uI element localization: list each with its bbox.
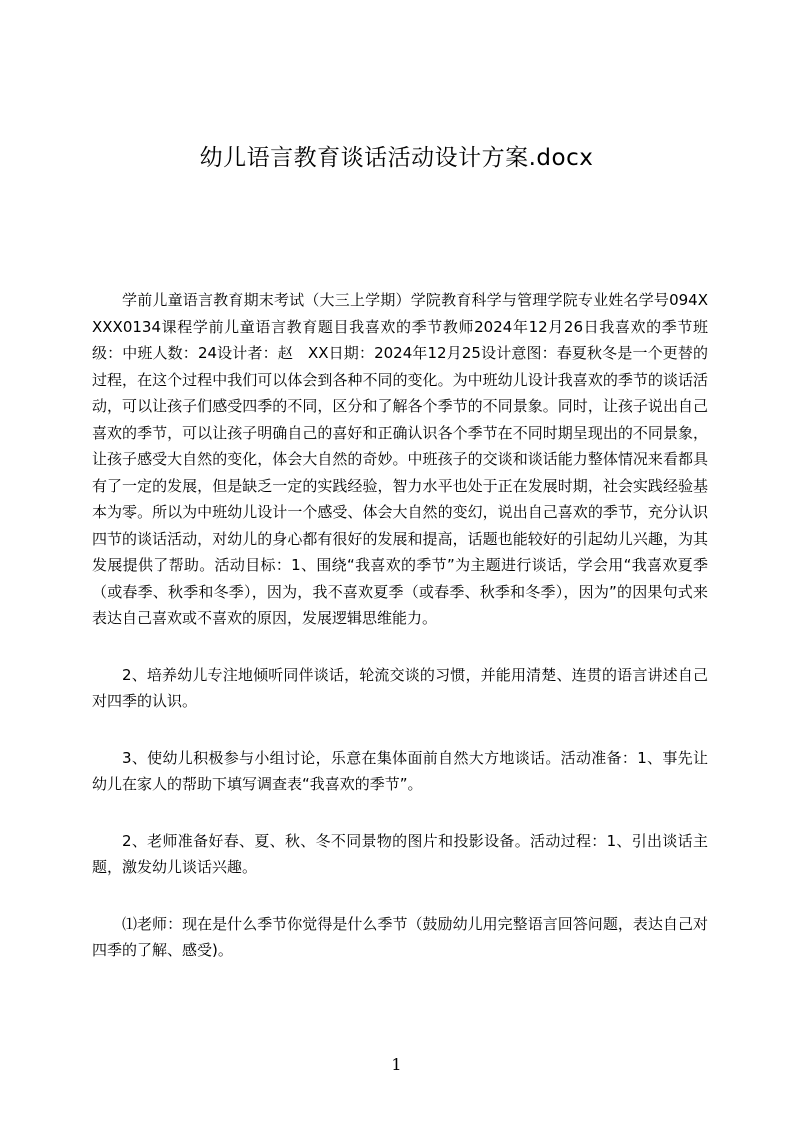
paragraph-preparation-2: 2、老师准备好春、夏、秋、冬不同景物的图片和投影设备。活动过程：1、引出谈话主题，激发幼儿谈话兴趣。 xyxy=(92,831,708,876)
document-body xyxy=(92,287,708,994)
paragraph-process-1: ⑴老师：现在是什么季节你觉得是什么季节（鼓励幼儿用完整语言回答问题，表达自己对四季的了解、感受)。 xyxy=(92,914,708,959)
page-number: 1 xyxy=(391,1055,402,1074)
paragraph-goal-3: 3、使幼儿积极参与小组讨论，乐意在集体面前自然大方地谈话。活动准备：1、事先让幼儿在家人的帮助下填写调查表“我喜欢的季节”。 xyxy=(92,748,708,793)
document-title: 幼儿语言教育谈话活动设计方案.docx xyxy=(199,145,594,171)
paragraph-goal-2: 2、培养幼儿专注地倾听同伴谈话，轮流交谈的习惯，并能用清楚、连贯的语言讲述自己对四季的认识。 xyxy=(92,665,708,710)
paragraph-intro: 学前儿童语言教育期末考试（大三上学期）学院教育科学与管理学院专业姓名学号094XXXX0134课程学前儿童语言教育题目我喜欢的季节教师2024年12月26日我喜欢的季节班级：中班人数：24设计者：赵 XX日期：2024年12月25设计意图：春夏秋冬是一个更替的过程，在这个过程中我们可以体会到各种不同的变化。为中班幼儿设计我喜欢的季节的谈话活动，可以让孩子们感受四季的不同，区分和了解各个季节的不同景象。同时，让孩子说出自己喜欢的季节，可以让孩子明确自己的喜好和正确认识各个季节在不同时期呈现出的不同景象，让孩子感受大自然的变化，体会大自然的奇妙。中班孩子的交谈和谈话能力整体情况来看都具有了一定的发展，但是缺乏一定的实践经验，智力水平也处于正在发展时期，社会实践经验基本为零。所以为中班幼儿设计一个感受、体会大自然的变幻，说出自己喜欢的季节，充分认识四节的谈话活动，对幼儿的身心都有很好的发展和提高，话题也能较好的引起幼儿兴趣，为其发展提供了帮助。活动目标：1、围绕“我喜欢的季节”为主题进行谈话，学会用“我喜欢夏季（或春季、秋季和冬季），因为，我不喜欢夏季（或春季、秋季和冬季），因为”的因果句式来表达自己喜欢或不喜欢的原因，发展逻辑思维能力。 xyxy=(92,291,708,627)
